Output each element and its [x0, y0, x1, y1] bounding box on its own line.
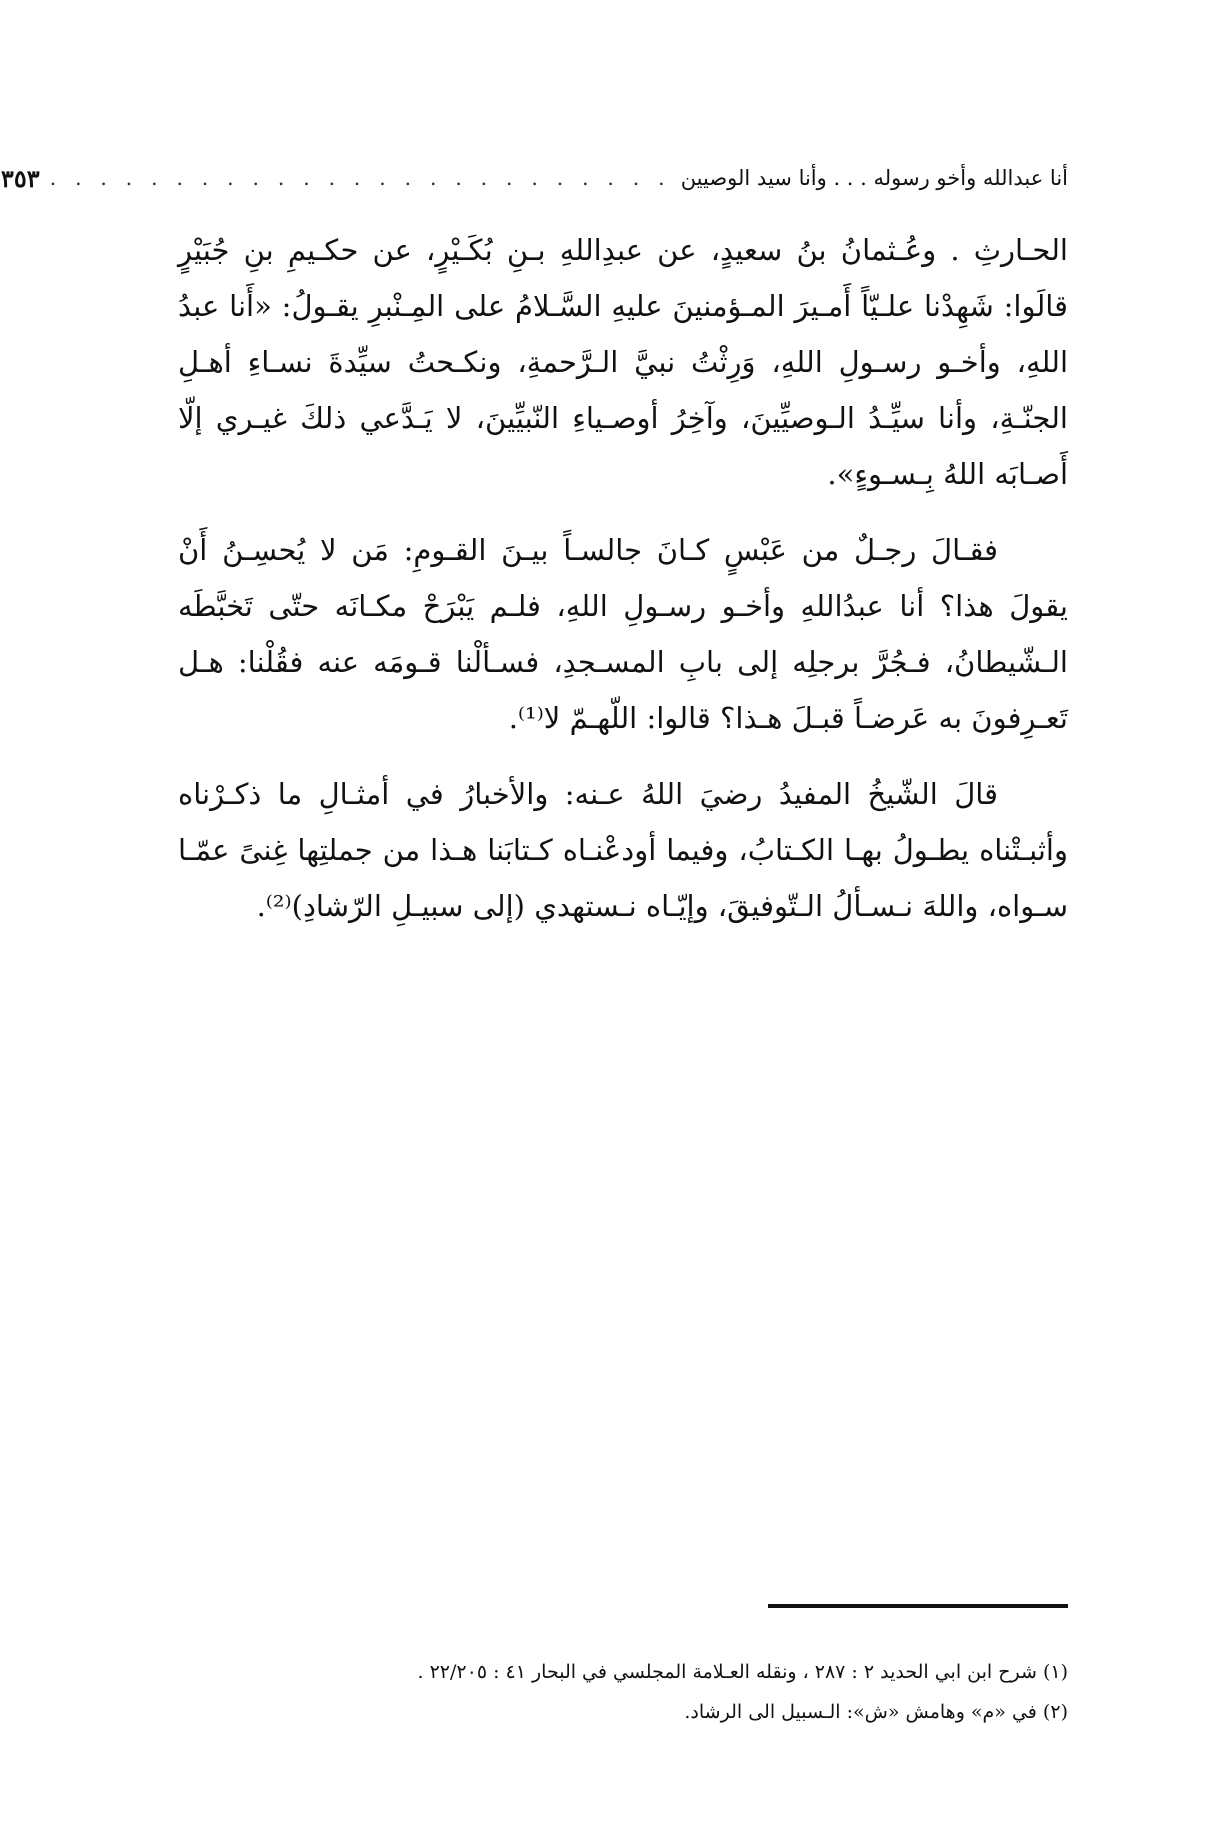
chapter-title: أنا عبدالله وأخو رسوله . . . وأنا سيد الوصيين	[680, 166, 1068, 190]
paragraph-2: فقـالَ رجـلٌ من عَبْسٍ كـانَ جالسـاً بيـنَ القـومِ: مَن لا يُحسِـنُ أَنْ يقولَ هذا؟ أنا عبدُاللهِ وأخـو رسـولِ اللهِ، فلـم يَبْرَحْ مكـانَه حتّى تَخبَّطَه الـشّيطانُ، فـجُرَّ برجلِه إلى بابِ المسـجدِ، فسـألْنا قـومَه عنه فقُلْنا: هـل تَعـرِفونَ به عَرضـاً قبـلَ هـذا؟ قالوا: اللّهـمّ لا⁽¹⁾.	[178, 533, 1068, 735]
leader-dots: . . . . . . . . . . . . . . . . . . . . . . . . .	[49, 166, 671, 190]
main-text	[178, 222, 1068, 954]
footnotes	[178, 1652, 1068, 1732]
paragraph-1: الحـارثِ . وعُـثمانُ بنُ سعيدٍ، عن عبدِاللهِ بـنِ بُكَـيْرٍ، عن حكـيمِ بنِ جُبَيْرٍ قالَوا: شَهِدْنا علـيّاً أَمـيرَ المـؤمنينَ عليهِ السَّـلامُ على المِـنْبرِ يقـولُ: «أَنا عبدُ اللهِ، وأخـو رسـولِ اللهِ، وَرِثْتُ نبيَّ الـرَّحمةِ، ونكـحتُ سيِّدةَ نسـاءِ أهـلِ الجنّـةِ، وأنا سيِّـدُ الـوصيِّينَ، وآخِرُ أوصـياءِ النّبيِّينَ، لا يَـدَّعي ذلكَ غيـري إلّا أَصـابَه اللهُ بِـسـوءٍ».	[178, 233, 1068, 491]
paragraph-3: قالَ الشّيخُ المفيدُ رضيَ اللهُ عـنه: والأخبارُ في أمثـالِ ما ذكـرْناه وأثبـتْناه يطـولُ بهـا الكـتابُ، وفيما أودعْنـاه كـتابَنا هـذا من جملتِها غِنىً عمّـا سـواه، واللهَ نـسـألُ الـتّوفيقَ، وإيّـاه نـستهدي (إلى سبيـلِ الرّشادِ)⁽²⁾.	[178, 777, 1068, 923]
page-number: ٣٥٣	[0, 163, 40, 193]
running-header	[0, 160, 1068, 196]
footnote-separator	[768, 1604, 1068, 1608]
footnote-2: (٢) في «م» وهامش «ش»: الـسبيل الى الرشاد.	[684, 1701, 1068, 1723]
footnote-1: (١) شرح ابن ابي الحديد ٢ : ٢٨٧ ، ونقله العـلامة المجلسي في البحار ٤١ : ٢٢/٢٠٥ .	[417, 1661, 1068, 1683]
